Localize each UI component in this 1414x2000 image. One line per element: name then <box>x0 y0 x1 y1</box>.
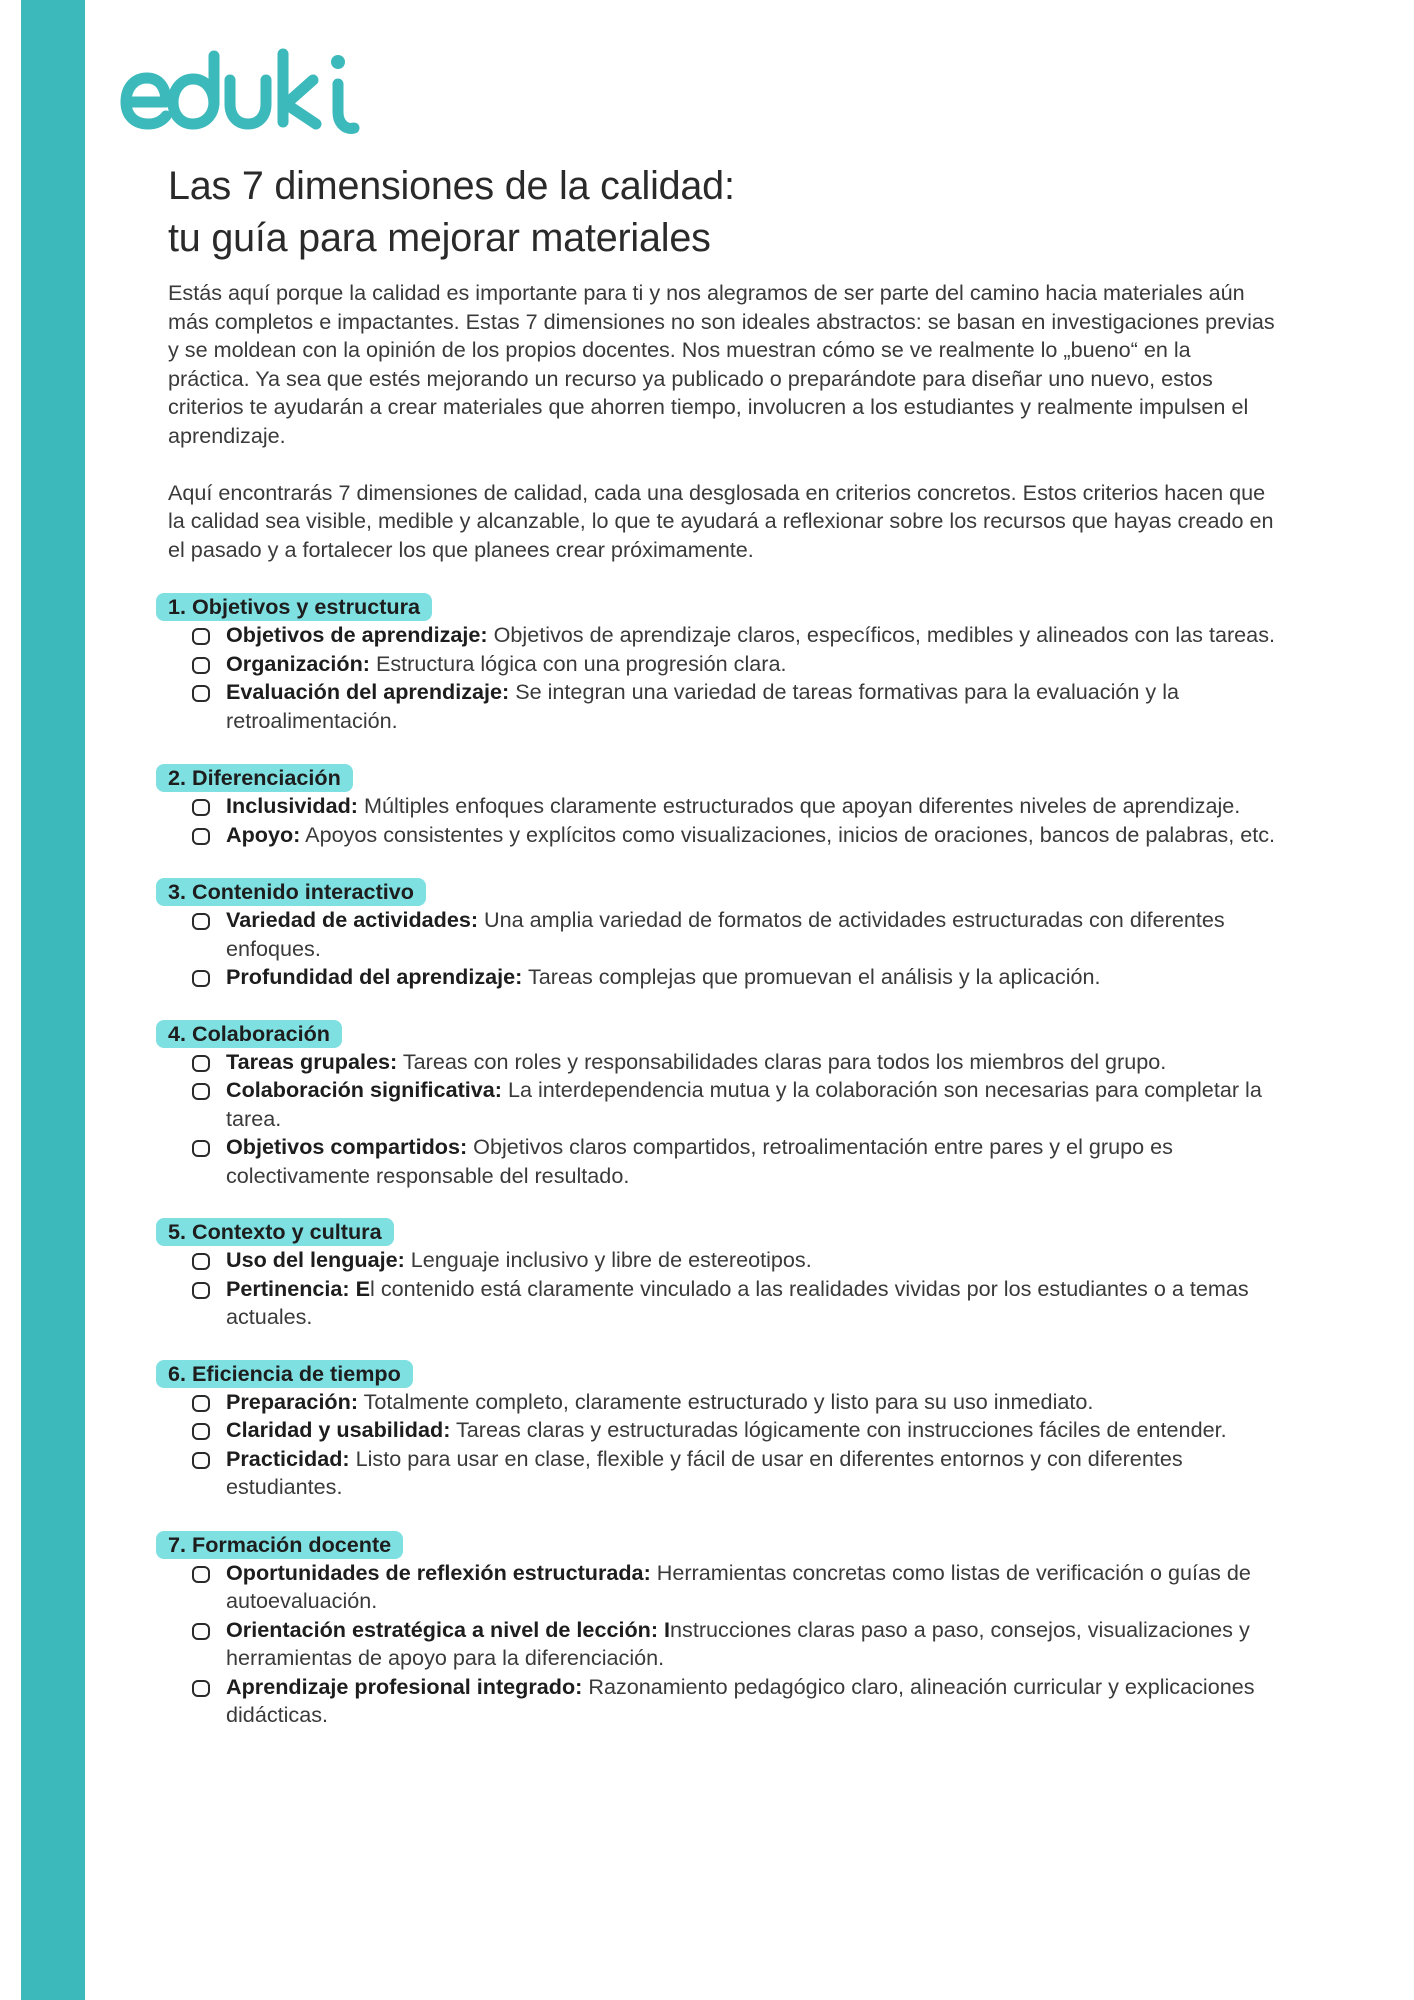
criteria-item <box>192 1133 1278 1190</box>
criteria-item <box>192 963 1278 992</box>
criteria-label: Claridad y usabilidad: <box>226 1417 451 1442</box>
checkbox-icon[interactable] <box>192 1623 210 1640</box>
criteria-item <box>192 1388 1278 1417</box>
criteria-list <box>192 1048 1278 1191</box>
criteria-text: Estructura lógica con una progresión clara. <box>369 650 787 676</box>
criteria-text: Lenguaje inclusivo y libre de estereotipos. <box>404 1247 812 1272</box>
criteria-text: l contenido está claramente vinculado a las realidades vividas por los estudiantes o a temas actuales. <box>226 1275 1249 1329</box>
criteria-label: Aprendizaje profesional integrado: <box>226 1673 583 1699</box>
eduki-logo-graphic <box>118 40 368 140</box>
criteria-item <box>192 1076 1278 1133</box>
criteria-text: nstrucciones claras paso a paso, consejos, visualizaciones y herramientas de apoyo para la diferenciación. <box>226 1616 1250 1670</box>
criteria-text: Herramientas concretas como listas de verificación o guías de autoevaluación. <box>226 1559 1251 1613</box>
title-line-1: Las 7 dimensiones de la calidad: <box>168 164 735 208</box>
checkbox-icon[interactable] <box>192 1395 210 1412</box>
criteria-item <box>192 821 1278 850</box>
criteria-label: Orientación estratégica a nivel de lección: I <box>226 1616 671 1642</box>
dimension-heading: 3. Contenido interactivo <box>156 878 426 906</box>
eduki-logo <box>118 40 368 140</box>
criteria-list <box>192 1246 1278 1332</box>
criteria-item <box>192 1246 1278 1275</box>
criteria-text: Objetivos claros compartidos, retroalimentación entre pares y el grupo es colectivamente responsable del resultado. <box>226 1134 1173 1188</box>
criteria-item <box>192 1416 1278 1445</box>
criteria-text: Totalmente completo, claramente estructurado y listo para su uso inmediato. <box>358 1388 1094 1414</box>
title-line-2: tu guía para mejorar materiales <box>168 216 711 260</box>
checkbox-icon[interactable] <box>192 1140 210 1157</box>
criteria-label: Objetivos de aprendizaje: <box>226 622 488 647</box>
criteria-item <box>192 1616 1278 1673</box>
criteria-text: Una amplia variedad de formatos de actividades estructuradas con diferentes enfoques. <box>226 907 1225 961</box>
criteria-item <box>192 621 1278 650</box>
checkbox-icon[interactable] <box>192 1055 210 1072</box>
criteria-label: Tareas grupales: <box>226 1048 398 1074</box>
checkbox-icon[interactable] <box>192 1566 210 1583</box>
checkbox-icon[interactable] <box>192 799 210 816</box>
criteria-text: Tareas con roles y responsabilidades claras para todos los miembros del grupo. <box>397 1048 1167 1074</box>
criteria-item <box>192 650 1278 679</box>
dimension-heading: 4. Colaboración <box>156 1020 342 1048</box>
criteria-text: Múltiples enfoques claramente estructurados que apoyan diferentes niveles de aprendizaje. <box>358 793 1241 818</box>
dimension-heading: 2. Diferenciación <box>156 764 353 792</box>
checkbox-icon[interactable] <box>192 1083 210 1100</box>
checkbox-icon[interactable] <box>192 657 210 674</box>
criteria-list <box>192 1388 1278 1502</box>
dimension-section-5 <box>168 1218 1278 1332</box>
checkbox-icon[interactable] <box>192 1452 210 1469</box>
criteria-item <box>192 678 1278 735</box>
criteria-list <box>192 1559 1278 1730</box>
criteria-label: Organización: <box>226 650 370 676</box>
criteria-list <box>192 906 1278 992</box>
intro-paragraph-2: Aquí encontrarás 7 dimensiones de calidad, cada una desglosada en criterios concretos. Estos criterios hacen que la calidad sea visible, medible y alcanzable, lo que te ayudará a reflexionar sobre los recursos que hayas creado en el pasado y a fortalecer los que planees crear próximamente. <box>168 479 1274 562</box>
criteria-label: Pertinencia: E <box>226 1275 371 1301</box>
criteria-text: La interdependencia mutua y la colaboración son necesarias para completar la tarea. <box>226 1077 1262 1131</box>
criteria-label: Uso del lenguaje: <box>226 1247 405 1272</box>
dimension-section-2 <box>168 764 1278 849</box>
criteria-text: Se integran una variedad de tareas formativas para la evaluación y la retroalimentación. <box>226 679 1180 733</box>
criteria-label: Variedad de actividades: <box>226 907 479 932</box>
dimension-section-6 <box>168 1360 1278 1502</box>
dimension-section-7 <box>168 1531 1278 1730</box>
criteria-text: Tareas complejas que promuevan el análisis y la aplicación. <box>522 964 1101 989</box>
criteria-item <box>192 906 1278 963</box>
criteria-text: Tareas claras y estructuradas lógicamente con instrucciones fáciles de entender. <box>450 1417 1227 1442</box>
dimension-heading: 6. Eficiencia de tiempo <box>156 1360 413 1388</box>
intro-text <box>168 279 1278 564</box>
dimension-section-1 <box>168 593 1278 735</box>
intro-paragraph-1: Estás aquí porque la calidad es importante para ti y nos alegramos de ser parte del camino hacia materiales aún más completos e impactantes. Estas 7 dimensiones no son ideales abstractos: se basan en investigaciones previas y se moldean con la opinión de los propios docentes. Nos muestran cómo se ve realmente lo „bueno“ en la práctica. Ya sea que estés mejorando un recurso ya publicado o preparándote para diseñar uno nuevo, estos criterios te ayudarán a crear materiales que ahorren tiempo, involucren a los estudiantes y realmente impulsen el aprendizaje. <box>168 280 1275 448</box>
dimension-section-3 <box>168 878 1278 992</box>
criteria-list <box>192 621 1278 735</box>
checkbox-icon[interactable] <box>192 628 210 645</box>
checkbox-icon[interactable] <box>192 1423 210 1440</box>
checkbox-icon[interactable] <box>192 828 210 845</box>
criteria-label: Objetivos compartidos: <box>226 1134 468 1159</box>
criteria-item <box>192 1559 1278 1616</box>
criteria-text: Apoyos consistentes y explícitos como visualizaciones, inicios de oraciones, bancos de palabras, etc. <box>300 821 1276 847</box>
checkbox-icon[interactable] <box>192 685 210 702</box>
criteria-label: Preparación: <box>226 1388 359 1414</box>
dimension-heading: 1. Objetivos y estructura <box>156 593 432 621</box>
criteria-label: Practicidad: <box>226 1445 350 1471</box>
criteria-label: Oportunidades de reflexión estructurada: <box>226 1559 651 1585</box>
side-accent-bar <box>21 0 85 2000</box>
criteria-item <box>192 1673 1278 1730</box>
dimension-heading: 5. Contexto y cultura <box>156 1218 394 1246</box>
criteria-list <box>192 792 1278 849</box>
checkbox-icon[interactable] <box>192 1282 210 1299</box>
checkbox-icon[interactable] <box>192 1680 210 1697</box>
criteria-item <box>192 1445 1278 1502</box>
criteria-label: Apoyo: <box>226 821 301 847</box>
document-body <box>168 160 1278 1730</box>
criteria-item <box>192 1048 1278 1077</box>
criteria-item <box>192 792 1278 821</box>
criteria-label: Profundidad del aprendizaje: <box>226 964 523 989</box>
criteria-label: Colaboración significativa: <box>226 1077 502 1102</box>
dimension-section-4 <box>168 1020 1278 1191</box>
checkbox-icon[interactable] <box>192 913 210 930</box>
dimension-heading: 7. Formación docente <box>156 1531 403 1559</box>
criteria-text: Objetivos de aprendizaje claros, específicos, medibles y alineados con las tareas. <box>487 622 1275 647</box>
criteria-text: Listo para usar en clase, flexible y fácil de usar en diferentes entornos y con diferentes estudiantes. <box>226 1445 1183 1499</box>
criteria-text: Razonamiento pedagógico claro, alineación curricular y explicaciones didácticas. <box>226 1673 1255 1727</box>
checkbox-icon[interactable] <box>192 1253 210 1270</box>
page-title <box>168 160 1278 264</box>
criteria-label: Evaluación del aprendizaje: <box>226 679 510 704</box>
criteria-label: Inclusividad: <box>226 793 358 818</box>
criteria-item <box>192 1275 1278 1332</box>
checkbox-icon[interactable] <box>192 970 210 987</box>
